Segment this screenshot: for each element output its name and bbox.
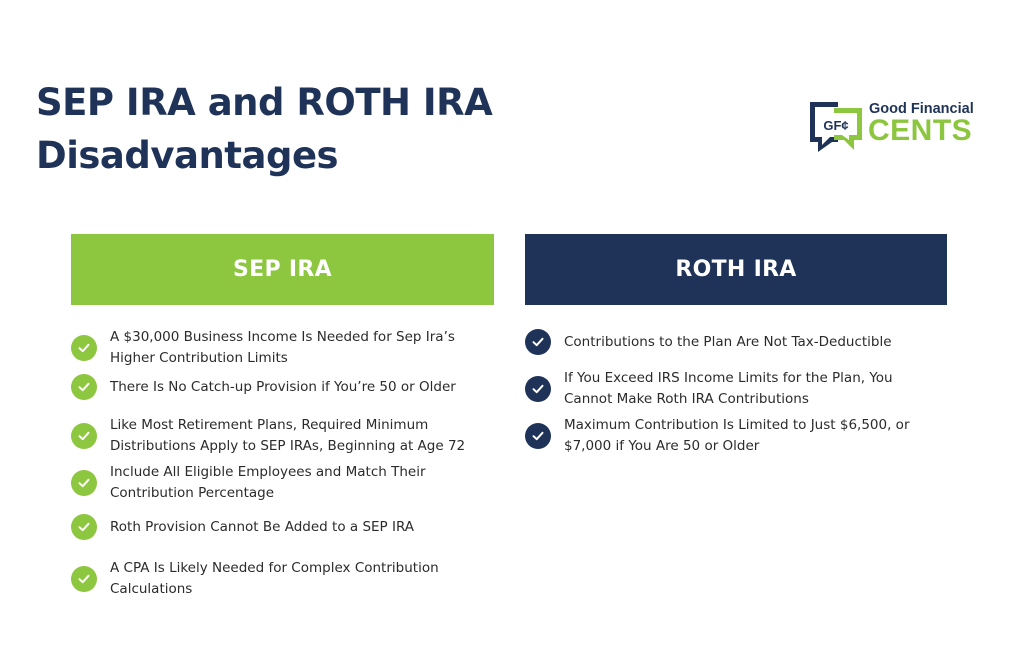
- sep-ira-item-text: A CPA Is Likely Needed for Complex Contribution Calculations: [110, 560, 439, 597]
- logo-mark-icon: [808, 100, 864, 152]
- sep-ira-item: [71, 514, 494, 540]
- sep-ira-column: [71, 234, 494, 597]
- roth-ira-item-text: If You Exceed IRS Income Limits for the Plan, You Cannot Make Roth IRA Contributions: [564, 370, 893, 407]
- logo-text-bottom: CENTS: [868, 114, 973, 147]
- sep-ira-item: [71, 462, 494, 504]
- roth-ira-header: ROTH IRA: [525, 234, 947, 305]
- roth-ira-column: [525, 234, 947, 454]
- sep-ira-item-text: Roth Provision Cannot Be Added to a SEP IRA: [110, 518, 415, 535]
- roth-ira-item: [525, 329, 947, 355]
- title-line-2: Disadvantages: [36, 134, 339, 177]
- logo-mark-text: GF¢: [823, 118, 849, 133]
- roth-ira-item: [525, 415, 947, 457]
- title-line-1: SEP IRA and ROTH IRA: [36, 81, 493, 124]
- logo-text-top: Good Financial: [869, 101, 974, 117]
- check-icon: [71, 514, 97, 540]
- sep-ira-item-text: There Is No Catch-up Provision if You’re 50 or Older: [110, 378, 456, 395]
- check-icon: [71, 470, 97, 496]
- check-icon: [71, 423, 97, 449]
- sep-ira-item-text: Like Most Retirement Plans, Required Minimum Distributions Apply to SEP IRAs, Beginning at Age 72: [110, 417, 466, 454]
- roth-ira-item: [525, 368, 947, 410]
- check-icon: [71, 374, 97, 400]
- sep-ira-item: [71, 415, 494, 457]
- sep-ira-item-text: A $30,000 Business Income Is Needed for Sep Ira’s Higher Contribution Limits: [110, 329, 455, 366]
- roth-ira-item-text: Maximum Contribution Is Limited to Just $6,500, or $7,000 if You Are 50 or Older: [564, 417, 910, 454]
- check-icon: [525, 376, 551, 402]
- roth-ira-item-text: Contributions to the Plan Are Not Tax-Deductible: [564, 333, 892, 350]
- sep-ira-header: SEP IRA: [71, 234, 494, 305]
- sep-ira-item: [71, 327, 494, 369]
- check-icon: [71, 335, 97, 361]
- check-icon: [71, 566, 97, 592]
- check-icon: [525, 329, 551, 355]
- page-title: [36, 76, 556, 182]
- check-icon: [525, 423, 551, 449]
- logo: [808, 100, 988, 152]
- sep-ira-item: [71, 558, 494, 600]
- sep-ira-item: [71, 374, 494, 400]
- sep-ira-item-text: Include All Eligible Employees and Match Their Contribution Percentage: [110, 464, 426, 501]
